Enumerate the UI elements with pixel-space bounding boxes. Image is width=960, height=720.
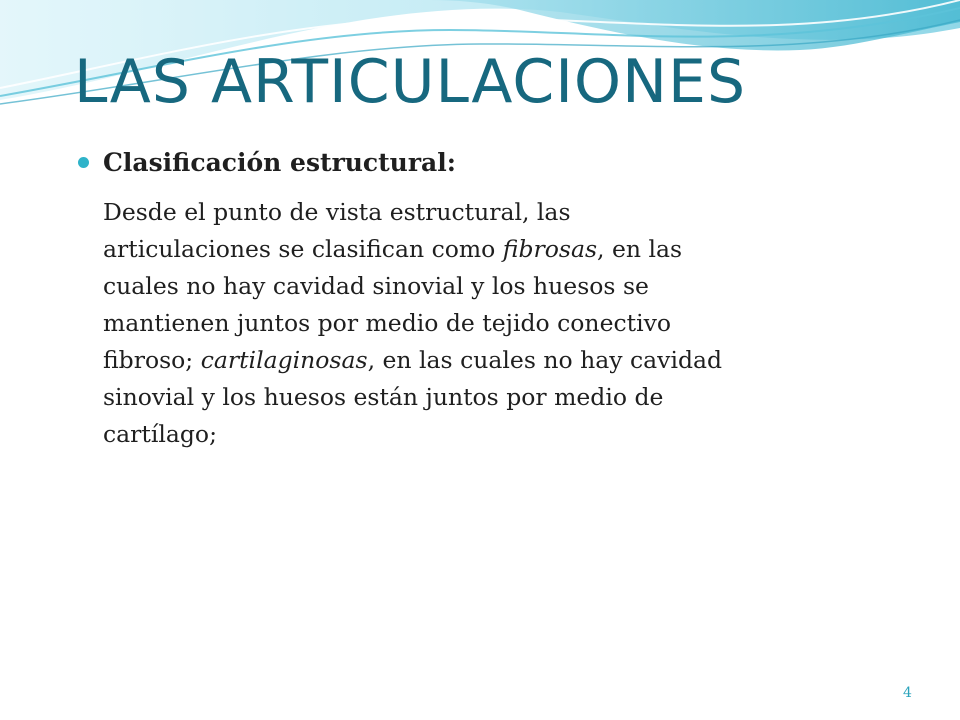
page-number: 4 — [903, 685, 912, 701]
body-line-1: Desde el punto de vista estructural, las — [103, 198, 571, 226]
slide-title: LAS ARTICULACIONES — [74, 47, 747, 117]
body-line-3: cuales no hay cavidad sinovial y los huesos se — [103, 272, 649, 300]
body-line-6: sinovial y los huesos están juntos por medio de — [103, 383, 664, 411]
term-cartilaginosas: cartilaginosas — [200, 346, 368, 374]
body-paragraph — [103, 194, 873, 453]
body-line-4: mantienen juntos por medio de tejido conectivo — [103, 309, 672, 337]
term-fibrosas: fibrosas — [502, 235, 598, 263]
body-line-5: fibroso; cartilaginosas, en las cuales no hay cavidad — [103, 346, 723, 374]
bullet-item — [78, 140, 456, 184]
bullet-dot-icon — [78, 157, 89, 168]
body-line-7: cartílago; — [103, 420, 218, 448]
bullet-heading: Clasificación estructural: — [103, 147, 456, 177]
body-line-2: articulaciones se clasifican como fibrosas, en las — [103, 235, 683, 263]
